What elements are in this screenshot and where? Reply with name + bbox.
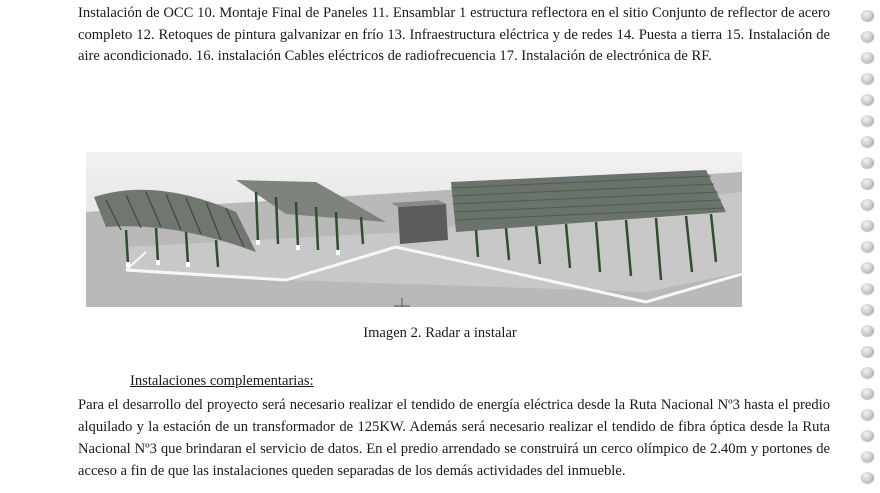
binding-ring xyxy=(861,73,874,84)
binding-ring xyxy=(861,199,874,210)
binding-ring xyxy=(861,157,874,168)
binding-ring xyxy=(861,430,874,441)
figure-caption: Imagen 2. Radar a instalar xyxy=(363,325,517,341)
binding-ring xyxy=(861,283,874,294)
binding-ring xyxy=(861,388,874,399)
radar-illustration xyxy=(86,152,742,307)
binding-ring xyxy=(861,220,874,231)
binding-ring xyxy=(861,262,874,273)
binding-ring xyxy=(861,136,874,147)
paragraph-top: Instalación de OCC 10. Montaje Final de Paneles 11. Ensamblar 1 estructura reflectora en el sitio Conjunto de reflector de acero completo 12. Retoques de pintura galvanizar en frío 13. Infraestructura eléctrica y de redes 14. Puesta a tierra 15. Instalación de aire acondicionado. 16. instalación Cables eléctricos de radiofrecuencia 17. Instalación de electrónica de RF. xyxy=(78,5,830,65)
binding-ring xyxy=(861,241,874,252)
binding-ring xyxy=(861,52,874,63)
binding-ring xyxy=(861,346,874,357)
section-heading: Instalaciones complementarias: xyxy=(130,373,314,389)
section-paragraph: Para el desarrollo del proyecto será necesario realizar el tendido de energía eléctrica desde la Ruta Nacional Nº3 hasta el predio alquilado y la estación de un transformador de 125KW. Además será necesario realizar el tendido de fibra óptica desde la Ruta Nacional Nº3 que brindaran el servicio de datos. En el predio arrendado se construirá un cerco olímpico de 2.40m y portones de acceso a fin de que las instalaciones queden separadas de los demás actividades del inmueble. xyxy=(78,397,830,479)
radar-figure xyxy=(86,152,742,307)
binding-ring xyxy=(861,367,874,378)
binding-ring xyxy=(861,451,874,462)
binding-ring xyxy=(861,178,874,189)
binding-ring xyxy=(861,325,874,336)
binding-ring xyxy=(861,115,874,126)
binding-ring xyxy=(861,472,874,483)
binding-ring xyxy=(861,409,874,420)
binding-ring xyxy=(861,94,874,105)
binding-ring xyxy=(861,31,874,42)
spiral-binding xyxy=(858,0,880,493)
binding-ring xyxy=(861,10,874,21)
binding-ring xyxy=(861,304,874,315)
